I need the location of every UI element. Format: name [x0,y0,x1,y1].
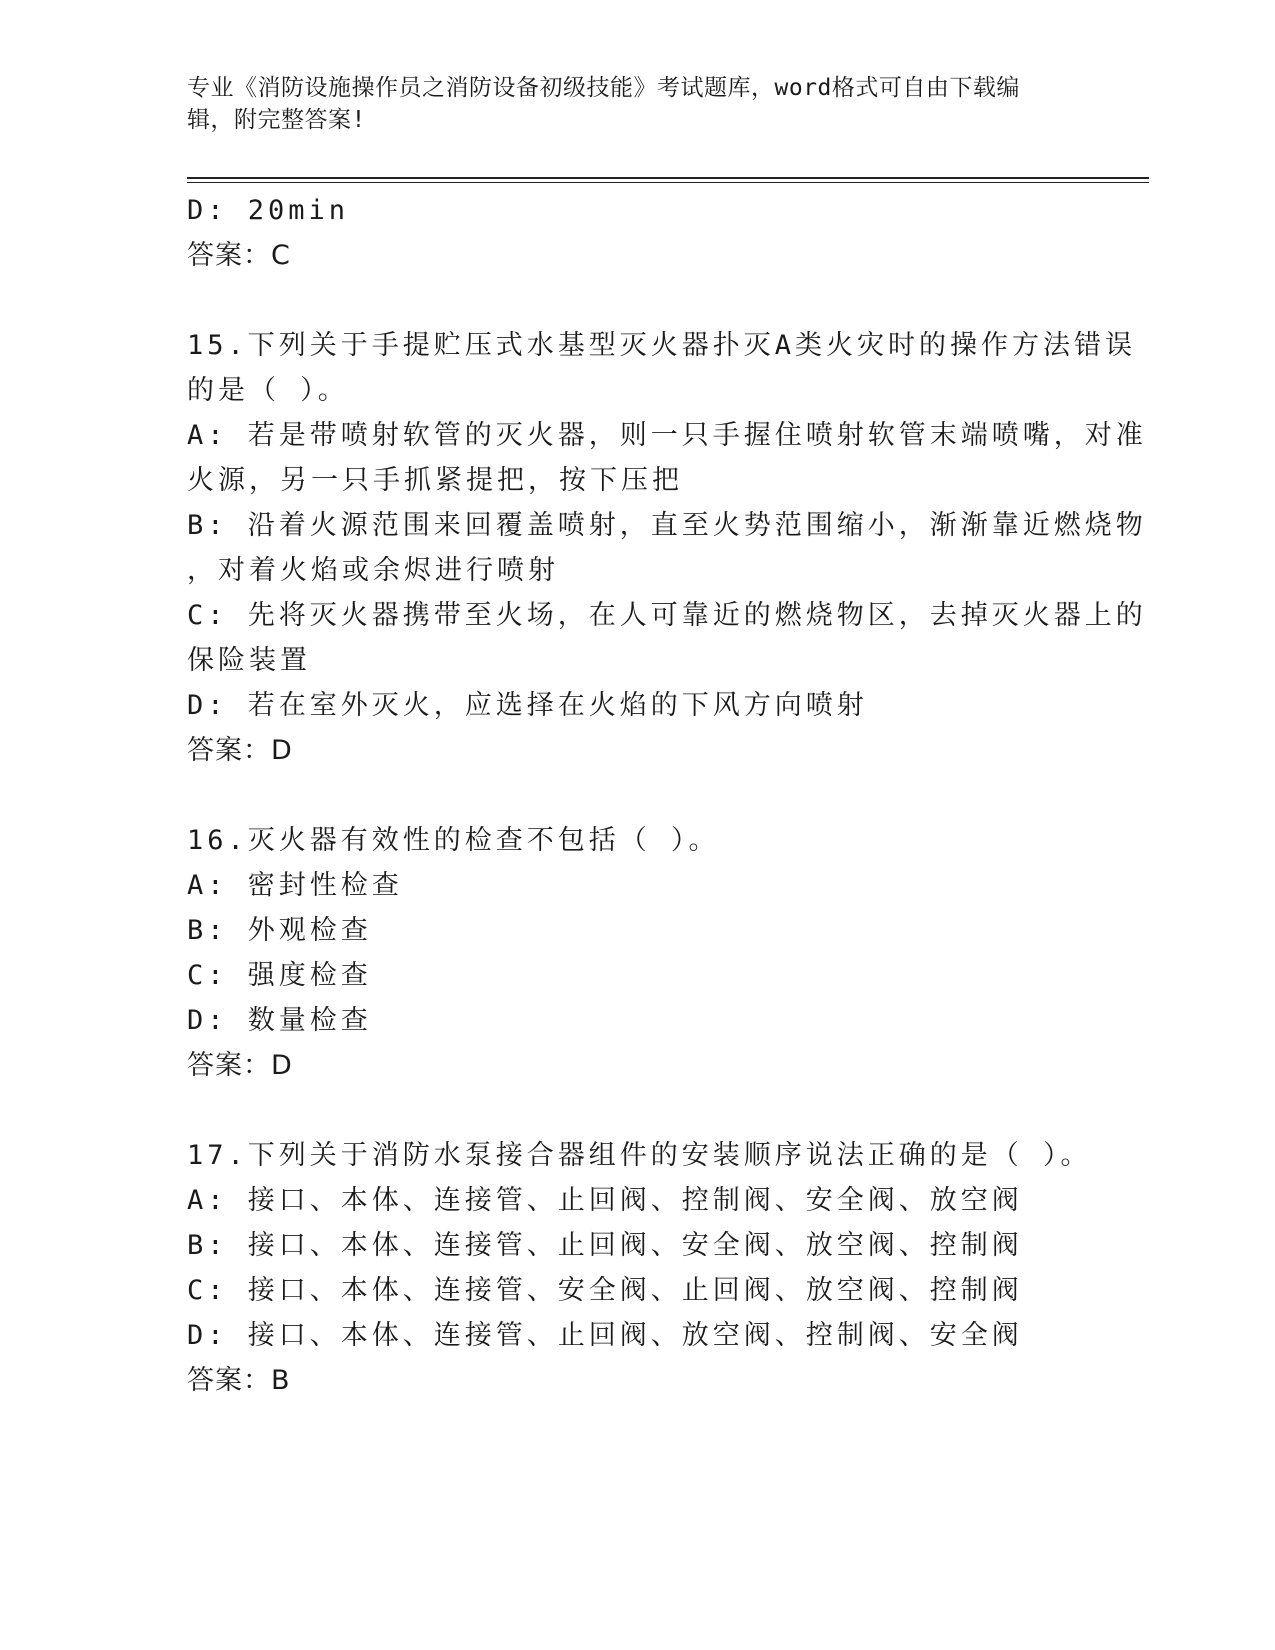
header-divider [187,177,1149,179]
option-d: D: 数量检查 [187,1005,372,1036]
spacer [187,773,1087,818]
option-a: A: 密封性检查 [187,870,403,901]
option-d: D: 接口、本体、连接管、止回阀、放空阀、控制阀、安全阀 [187,1320,1023,1351]
question-16 [187,818,1087,1088]
option-d: D: 若在室外灭火，应选择在火焰的下风方向喷射 [187,690,868,721]
answer-line: 答案：C [187,240,291,271]
option-c: C: 强度检查 [187,960,372,991]
spacer [187,278,1087,323]
answer-line: 答案：D [187,1050,293,1081]
question-stem: 的是（ ）。 [187,375,349,406]
question-stem: 15.下列关于手提贮压式水基型灭火器扑灭A类火灾时的操作方法错误 [187,330,1137,361]
header-divider-thin [187,182,1149,183]
option-c-cont: 保险装置 [187,645,311,676]
header-line: 专业《消防设施操作员之消防设备初级技能》考试题库，word格式可自由下载编 [187,75,1020,101]
option-d: D: 20min [187,195,350,226]
option-a: A: 接口、本体、连接管、止回阀、控制阀、安全阀、放空阀 [187,1185,1023,1216]
option-b: B: 外观检查 [187,915,372,946]
previous-question-tail [187,188,1087,278]
answer-line: 答案：D [187,735,293,766]
header-line: 辑，附完整答案! [187,107,366,133]
answer-line: 答案：B [187,1365,291,1396]
question-17 [187,1133,1092,1403]
option-b: B: 沿着火源范围来回覆盖喷射，直至火势范围缩小，渐渐靠近燃烧物 [187,510,1147,541]
option-c: C: 接口、本体、连接管、安全阀、止回阀、放空阀、控制阀 [187,1275,1023,1306]
option-a-cont: 火源，另一只手抓紧提把，按下压把 [187,465,683,496]
page-header [187,72,1067,136]
question-stem: 16.灭火器有效性的检查不包括（ ）。 [187,825,720,856]
question-15 [187,323,1147,773]
spacer [187,1088,1087,1133]
question-list [187,188,1147,1403]
option-b: B: 接口、本体、连接管、止回阀、安全阀、放空阀、控制阀 [187,1230,1023,1261]
question-stem: 17.下列关于消防水泵接合器组件的安装顺序说法正确的是（ ）。 [187,1140,1092,1171]
option-a: A: 若是带喷射软管的灭火器，则一只手握住喷射软管末端喷嘴，对准 [187,420,1147,451]
option-b-cont: ，对着火焰或余烬进行喷射 [187,555,559,586]
option-c: C: 先将灭火器携带至火场，在人可靠近的燃烧物区，去掉灭火器上的 [187,600,1147,631]
